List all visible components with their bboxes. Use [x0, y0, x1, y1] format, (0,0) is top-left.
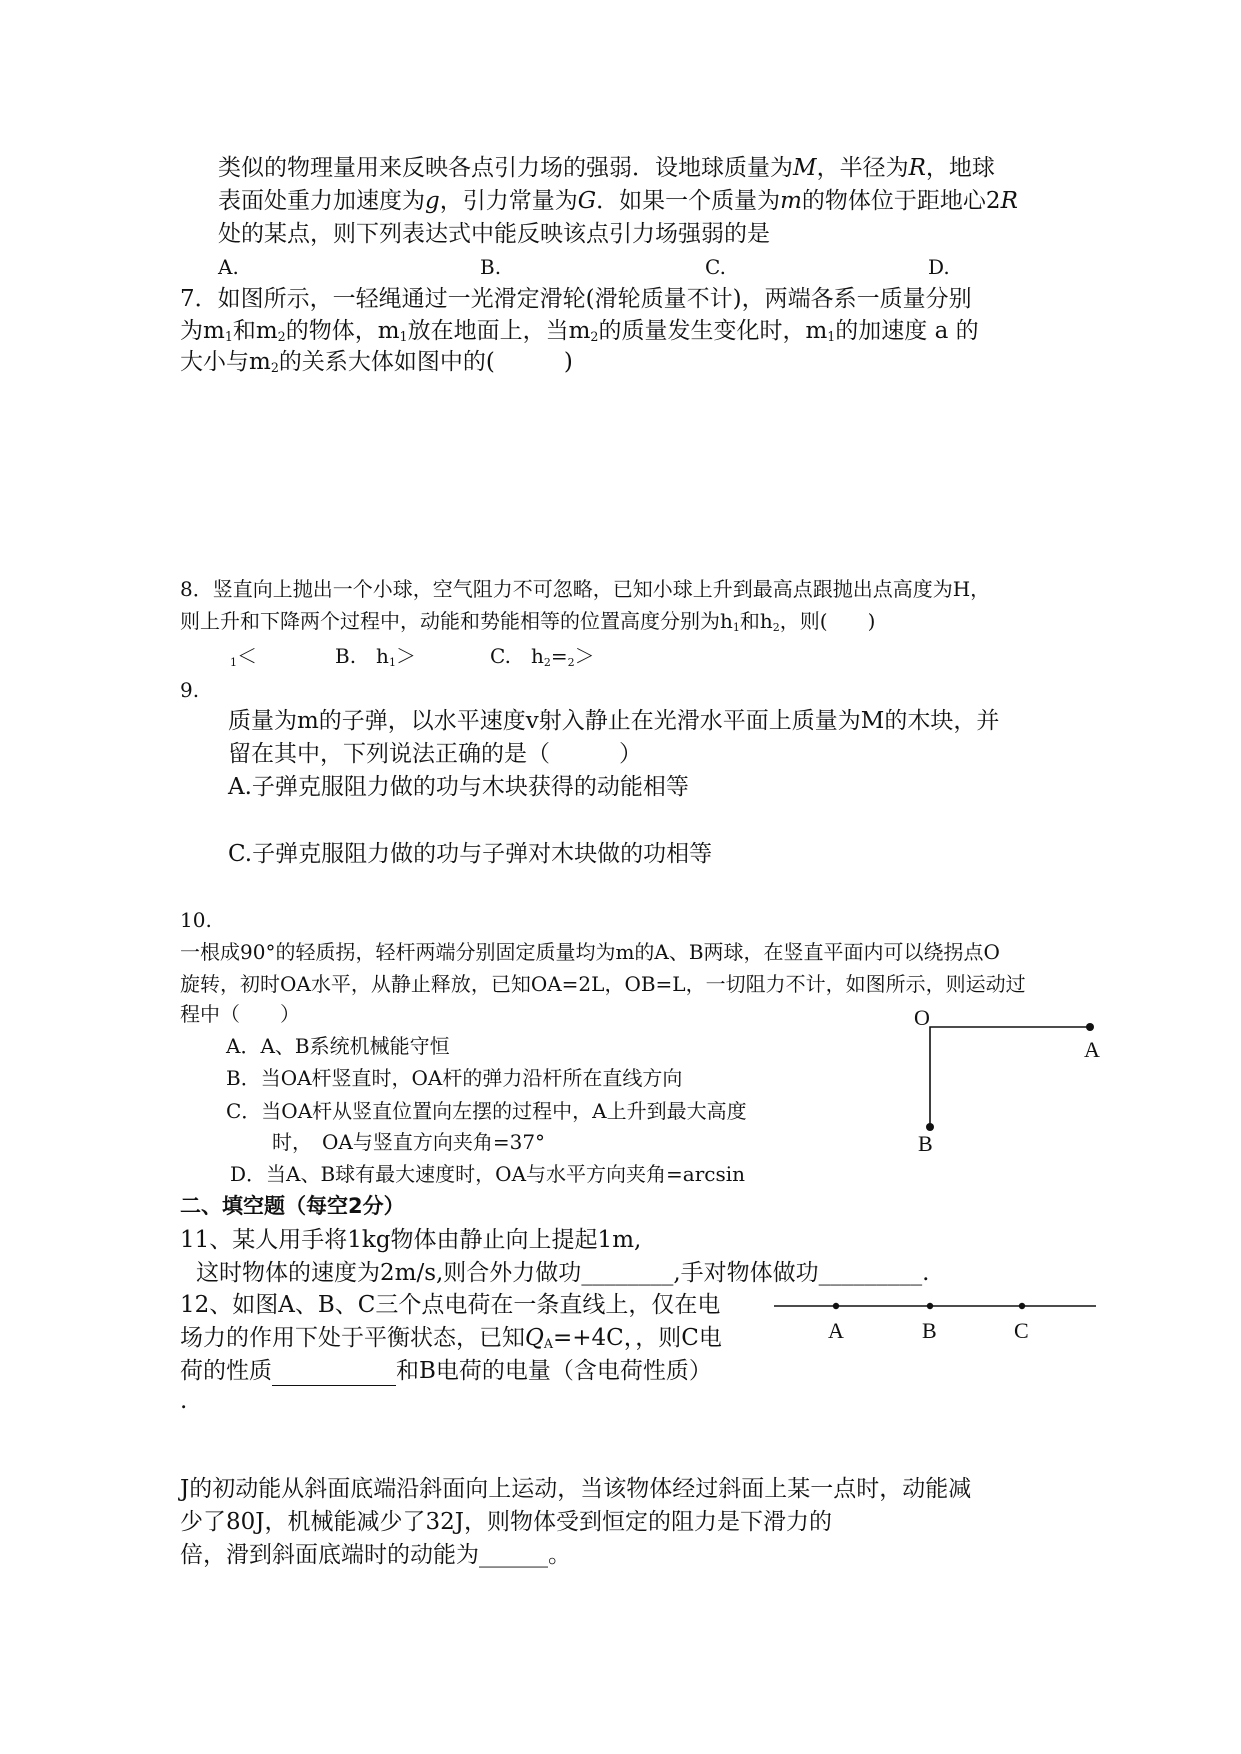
q10-line-3: 程中（ ）	[180, 1002, 300, 1026]
q11-line-2: 这时物体的速度为2m/s,则合外力做功________,手对物体做功_________.	[196, 1260, 930, 1286]
q6-line-2: 表面处重力加速度为g，引力常量为G．如果一个质量为m的物体位于距地心2R	[218, 188, 1018, 214]
q10-option-d: D．当A、B球有最大速度时，OA与水平方向夹角=arcsin	[230, 1162, 745, 1186]
q7-line-3: 大小与$m_2$的关系大体如图中的( )	[180, 349, 573, 376]
q10-bent-rod-figure	[900, 995, 1120, 1155]
q11-line-1: 11、某人用手将1kg物体由静止向上提起1m,	[180, 1227, 642, 1253]
q13-line-2: 少了80J，机械能减少了32J，则物体受到恒定的阻力是下滑力的	[180, 1509, 832, 1535]
ball-a	[1086, 1023, 1094, 1031]
q6-option-b: B.	[480, 255, 502, 279]
q12-line-2: 场力的作用下处于平衡状态，已知$Q_A=+4C$，，则C电	[180, 1325, 722, 1352]
q12-line-3: 荷的性质 和B电荷的电量（含电荷性质）	[180, 1358, 712, 1384]
fig-label-charge-c: C	[1014, 1318, 1029, 1343]
ball-b	[926, 1123, 934, 1131]
q8-line-1: 8．竖直向上抛出一个小球，空气阻力不可忽略，已知小球上升到最高点跟抛出点高度为H，	[180, 577, 991, 601]
q8-option-b: B. $h_1>$	[335, 644, 416, 669]
q8-line-2: 则上升和下降两个过程中，动能和势能相等的位置高度分别为$h_1$和$h_2$，则( )	[180, 609, 876, 634]
q13-blank-1[interactable]: ______	[479, 1542, 548, 1568]
q12-charges-figure	[770, 1292, 1100, 1352]
q7-line-1: 7．如图所示，一轻绳通过一光滑定滑轮(滑轮质量不计)，两端各系一质量分别	[180, 286, 972, 312]
rod-line	[930, 1027, 1090, 1127]
q10-option-b: B．当OA杆竖直时，OA杆的弹力沿杆所在直线方向	[226, 1066, 683, 1090]
q12-blank-1[interactable]	[272, 1362, 396, 1386]
q6-line-1: 类似的物理量用来反映各点引力场的强弱．设地球质量为M，半径为R，地球	[218, 155, 995, 181]
fig-label-charge-b: B	[922, 1318, 937, 1343]
q10-number: 10.	[180, 908, 212, 932]
charge-b-dot	[927, 1303, 933, 1309]
q6-option-a: A.	[218, 255, 239, 279]
fig-label-o: O	[914, 1005, 930, 1030]
q13-line-3: 倍，滑到斜面底端时的动能为______。	[180, 1542, 571, 1568]
q10-option-c-line-1: C．当OA杆从竖直位置向左摆的过程中，A上升到最大高度	[226, 1099, 747, 1123]
q8-option-a: $_1$＜	[230, 644, 257, 669]
q10-option-c-line-2: 时， OA与竖直方向夹角=37°	[272, 1130, 546, 1154]
q7-line-2: 为$m_1$和$m_2$的物体，$m_1$放在地面上，当$m_2$的质量发生变化时，$m_1$的加速度 a 的	[180, 318, 979, 345]
q13-line-1: J的初动能从斜面底端沿斜面向上运动，当该物体经过斜面上某一点时，动能减	[180, 1476, 972, 1502]
fig-label-charge-a: A	[828, 1318, 844, 1343]
q9-line-1: 质量为m的子弹，以水平速度v射入静止在光滑水平面上质量为M的木块，并	[228, 708, 1000, 734]
fig-label-a: A	[1084, 1037, 1100, 1062]
q9-option-c: C.子弹克服阻力做的功与子弹对木块做的功相等	[228, 841, 713, 867]
charge-c-dot	[1019, 1303, 1025, 1309]
fig-label-b: B	[918, 1131, 933, 1155]
q6-line-3: 处的某点，则下列表达式中能反映该点引力场强弱的是	[218, 221, 770, 247]
q12-line-4: .	[180, 1388, 188, 1414]
q11-blank-2[interactable]: _________	[818, 1260, 923, 1286]
q11-blank-1[interactable]: ________	[581, 1260, 674, 1286]
charge-a-dot	[833, 1303, 839, 1309]
q9-line-2: 留在其中，下列说法正确的是（ ）	[228, 741, 642, 767]
q10-line-1: 一根成90°的轻质拐，轻杆两端分别固定质量均为m的A、B两球，在竖直平面内可以绕拐点O	[180, 940, 1000, 964]
section-title-fill-in: 二、填空题（每空2分）	[180, 1194, 405, 1218]
q6-option-d: D.	[928, 255, 950, 279]
q6-option-c: C.	[705, 255, 726, 279]
q12-line-1: 12、如图A、B、C三个点电荷在一条直线上，仅在电	[180, 1292, 721, 1318]
q10-line-2: 旋转，初时OA水平，从静止释放，已知OA=2L，OB=L，一切阻力不计，如图所示，则运动过	[180, 972, 1026, 996]
q9-number: 9.	[180, 678, 200, 702]
q8-option-c: C. $h_2=_2>$	[490, 644, 595, 669]
q9-option-a: A.子弹克服阻力做的功与木块获得的动能相等	[228, 774, 689, 800]
q10-option-a: A．A、B系统机械能守恒	[226, 1034, 450, 1058]
